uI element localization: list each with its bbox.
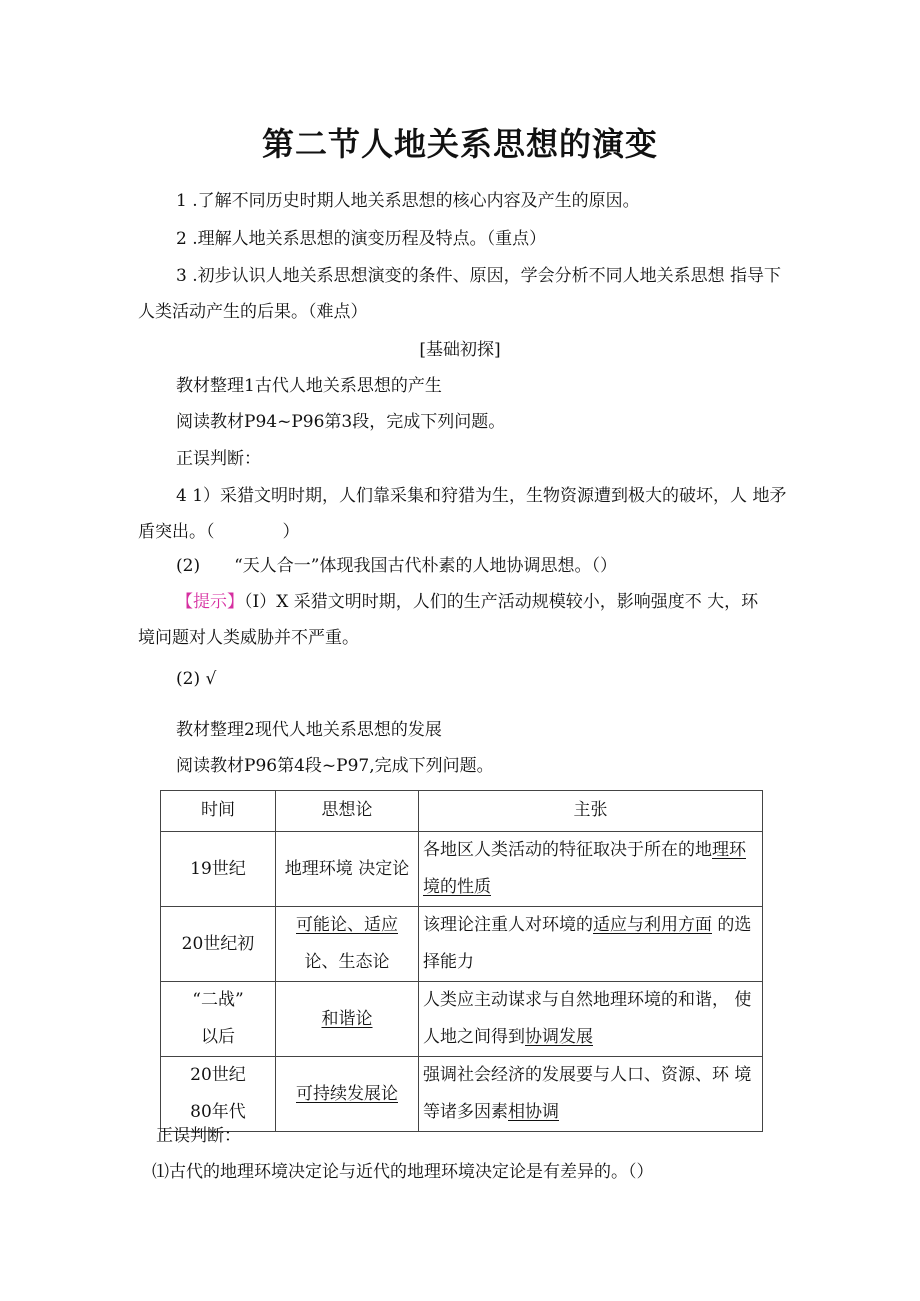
answer-2: (2) √ <box>176 669 217 689</box>
header-theory: 思想论 <box>276 791 419 832</box>
cell-theory: 和谐论 <box>276 982 419 1057</box>
table-row <box>161 832 763 907</box>
header-claim: 主张 <box>419 791 763 832</box>
objective-3-line2: 人类活动产生的后果。（难点） <box>138 302 368 322</box>
cell-time: 19世纪 <box>161 832 276 907</box>
part2-instruction: 阅读教材P96第4段~P97,完成下列问题。 <box>176 756 494 776</box>
cell-theory: 可持续发展论 <box>276 1057 419 1132</box>
cell-time: 20世纪初 <box>161 907 276 982</box>
part2-judge-label: 正误判断： <box>156 1126 241 1146</box>
page-title: 第二节人地关系思想的演变 <box>261 125 658 163</box>
part1-q1-line1: 4 1）采猎文明时期，人们靠采集和狩猎为生，生物资源遭到极大的破坏，人 地矛 <box>176 486 787 506</box>
cell-time: 20世纪 80年代 <box>161 1057 276 1132</box>
section-label: [基础初探] <box>419 340 501 360</box>
part1-q2: (2) “天人合一”体现我国古代朴素的人地协调思想。（） <box>176 556 617 576</box>
table-header-row <box>161 791 763 832</box>
hint-text: （I）X 采猎文明时期，人们的生产活动规模较小，影响强度不 大，环 <box>244 592 759 612</box>
cell-claim: 该理论注重人对环境的适应与利用方面 的选 择能力 <box>419 907 763 982</box>
table-row <box>161 982 763 1057</box>
objective-3-line1: 3 .初步认识人地关系思想演变的条件、原因，学会分析不同人地关系思想 指导下 <box>176 266 782 286</box>
cell-claim: 强调社会经济的发展要与人口、资源、环 境 等诸多因素相协调 <box>419 1057 763 1132</box>
hint-line1 <box>176 594 758 611</box>
cell-claim: 人类应主动谋求与自然地理环境的和谐， 使 人地之间得到协调发展 <box>419 982 763 1057</box>
part1-judge-label: 正误判断： <box>176 449 261 469</box>
thought-development-table <box>160 790 763 1132</box>
cell-theory: 可能论、适应 论、生态论 <box>276 907 419 982</box>
hint-line2: 境问题对人类威胁并不严重。 <box>138 628 359 648</box>
table-row <box>161 1057 763 1132</box>
cell-claim: 各地区人类活动的特征取决于所在的地理环 境的性质 <box>419 832 763 907</box>
part1-instruction: 阅读教材P94~P96第3段，完成下列问题。 <box>176 412 506 432</box>
cell-time: “二战” 以后 <box>161 982 276 1057</box>
cell-theory: 地理环境 决定论 <box>276 832 419 907</box>
part2-heading: 教材整理2现代人地关系思想的发展 <box>176 720 442 740</box>
objective-1: 1 .了解不同历史时期人地关系思想的核心内容及产生的原因。 <box>176 191 640 211</box>
objective-2: 2 .理解人地关系思想的演变历程及特点。（重点） <box>176 229 547 249</box>
header-time: 时间 <box>161 791 276 832</box>
part1-heading: 教材整理1古代人地关系思想的产生 <box>176 376 442 396</box>
part1-q1-line2: 盾突出。（ ） <box>138 522 300 542</box>
part2-q1: ⑴古代的地理环境决定论与近代的地理环境决定论是有差异的。（） <box>152 1162 654 1182</box>
table-row <box>161 907 763 982</box>
hint-tag: 【提示】 <box>176 592 244 612</box>
